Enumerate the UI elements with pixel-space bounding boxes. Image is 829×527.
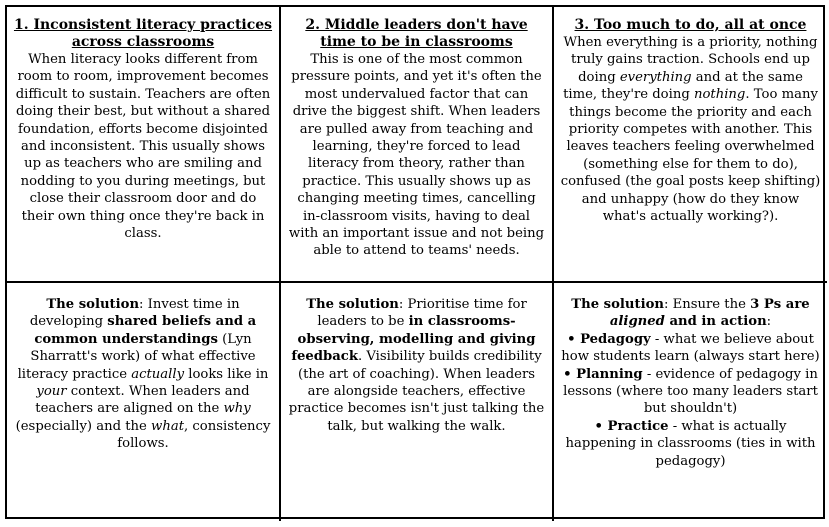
text-run: everything	[619, 69, 692, 85]
text-run: • Practice	[594, 418, 669, 434]
cell-problem-3	[554, 7, 827, 283]
solution-text	[13, 296, 273, 453]
text-run: : Invest time in developing	[29, 297, 240, 330]
solution-text	[287, 296, 546, 435]
text-run: - what we believe about how students learn (always start here)	[561, 331, 820, 365]
literacy-table	[5, 5, 825, 519]
text-run: context. When leaders and teachers are aligned on the	[35, 384, 250, 417]
text-run: what	[151, 418, 184, 434]
list-item	[560, 366, 821, 418]
list-item	[560, 331, 821, 366]
cell-heading: 1. Inconsistent literacy practices across classrooms	[13, 17, 273, 50]
three-ps-list	[560, 331, 821, 470]
text-run: . Too many things become the priority and each priority competes with another. This leaves teachers feeling overwhelmed (something else for them to do), confused (the goal posts keep shifting) and unhappy (how do they know what's actually working?).	[560, 87, 821, 225]
text-run: your	[36, 384, 67, 400]
cell-solution-3	[554, 283, 827, 521]
text-run: why	[223, 401, 251, 417]
text-run: When everything is a priority, nothing truly gains traction. Schools end up doing	[563, 35, 818, 85]
text-run: :	[766, 314, 772, 330]
text-run: and in action	[664, 314, 767, 330]
cell-heading: 2. Middle leaders don't have time to be in classrooms	[305, 17, 528, 50]
text-run: : Ensure the	[663, 297, 751, 312]
text-run: (Lyn Sharratt's work) of what effective literacy practice	[17, 331, 256, 382]
cell-problem-1	[7, 7, 281, 283]
cell-heading: 3. Too much to do, all at once	[574, 17, 807, 33]
text-run: , consistency follows.	[117, 418, 271, 452]
text-run: - what is actually happening in classrooms (ties in with pedagogy)	[565, 418, 816, 469]
text-run: The solution	[571, 297, 664, 312]
text-run: - evidence of pedagogy in lessons (where too many leaders start but shouldn't)	[563, 366, 818, 417]
text-run: The solution	[306, 297, 399, 312]
text-run: actually	[131, 366, 185, 382]
text-run: (especially) and the	[15, 418, 152, 434]
text-run: : Prioritise time for leaders to be	[317, 297, 527, 330]
text-run: and at the same time, they're doing	[563, 69, 803, 103]
text-run: aligned	[609, 314, 665, 330]
cell-body	[287, 51, 546, 260]
text-run: This is one of the most common pressure points, and yet it's often the most undervalued factor that can drive the biggest shift. When leaders are pulled away from teaching and learning, they're forced to lead literacy from theory, rather than practice. This usually shows up as changing meeting times, cancelling in-classroom visits, having to deal with an important issue and not being able to attend to teams' needs.	[288, 52, 545, 259]
text-run: 3 Ps are	[750, 297, 810, 312]
list-item	[560, 418, 821, 470]
text-run: looks like in	[184, 366, 269, 382]
text-run: • Pedagogy	[567, 331, 651, 347]
cell-solution-1	[7, 283, 281, 521]
cell-body	[13, 51, 273, 242]
solution-text	[560, 296, 821, 331]
text-run: . Visibility builds credibility (the art of coaching). When leaders are alongside teachers, effective practice becomes isn't just talking the talk, but walking the walk.	[288, 349, 545, 434]
text-run: nothing	[693, 87, 746, 103]
text-run: When literacy looks different from room to room, improvement becomes difficult to sustain. Teachers are often doing their best, but without a shared foundation, efforts become disjointed and inconsistent. This usually shows up as teachers who are smiling and nodding to you during meetings, but close their classroom door and do their own thing once they're back in class.	[15, 52, 271, 242]
cell-solution-2	[281, 283, 554, 521]
cell-body	[560, 34, 821, 225]
cell-problem-2	[281, 7, 554, 283]
text-run: The solution	[46, 297, 140, 312]
text-run: in classrooms-observing, modelling and giving feedback	[291, 314, 536, 365]
text-run: • Planning	[563, 366, 643, 382]
text-run: shared beliefs and a common understandings	[34, 314, 257, 347]
